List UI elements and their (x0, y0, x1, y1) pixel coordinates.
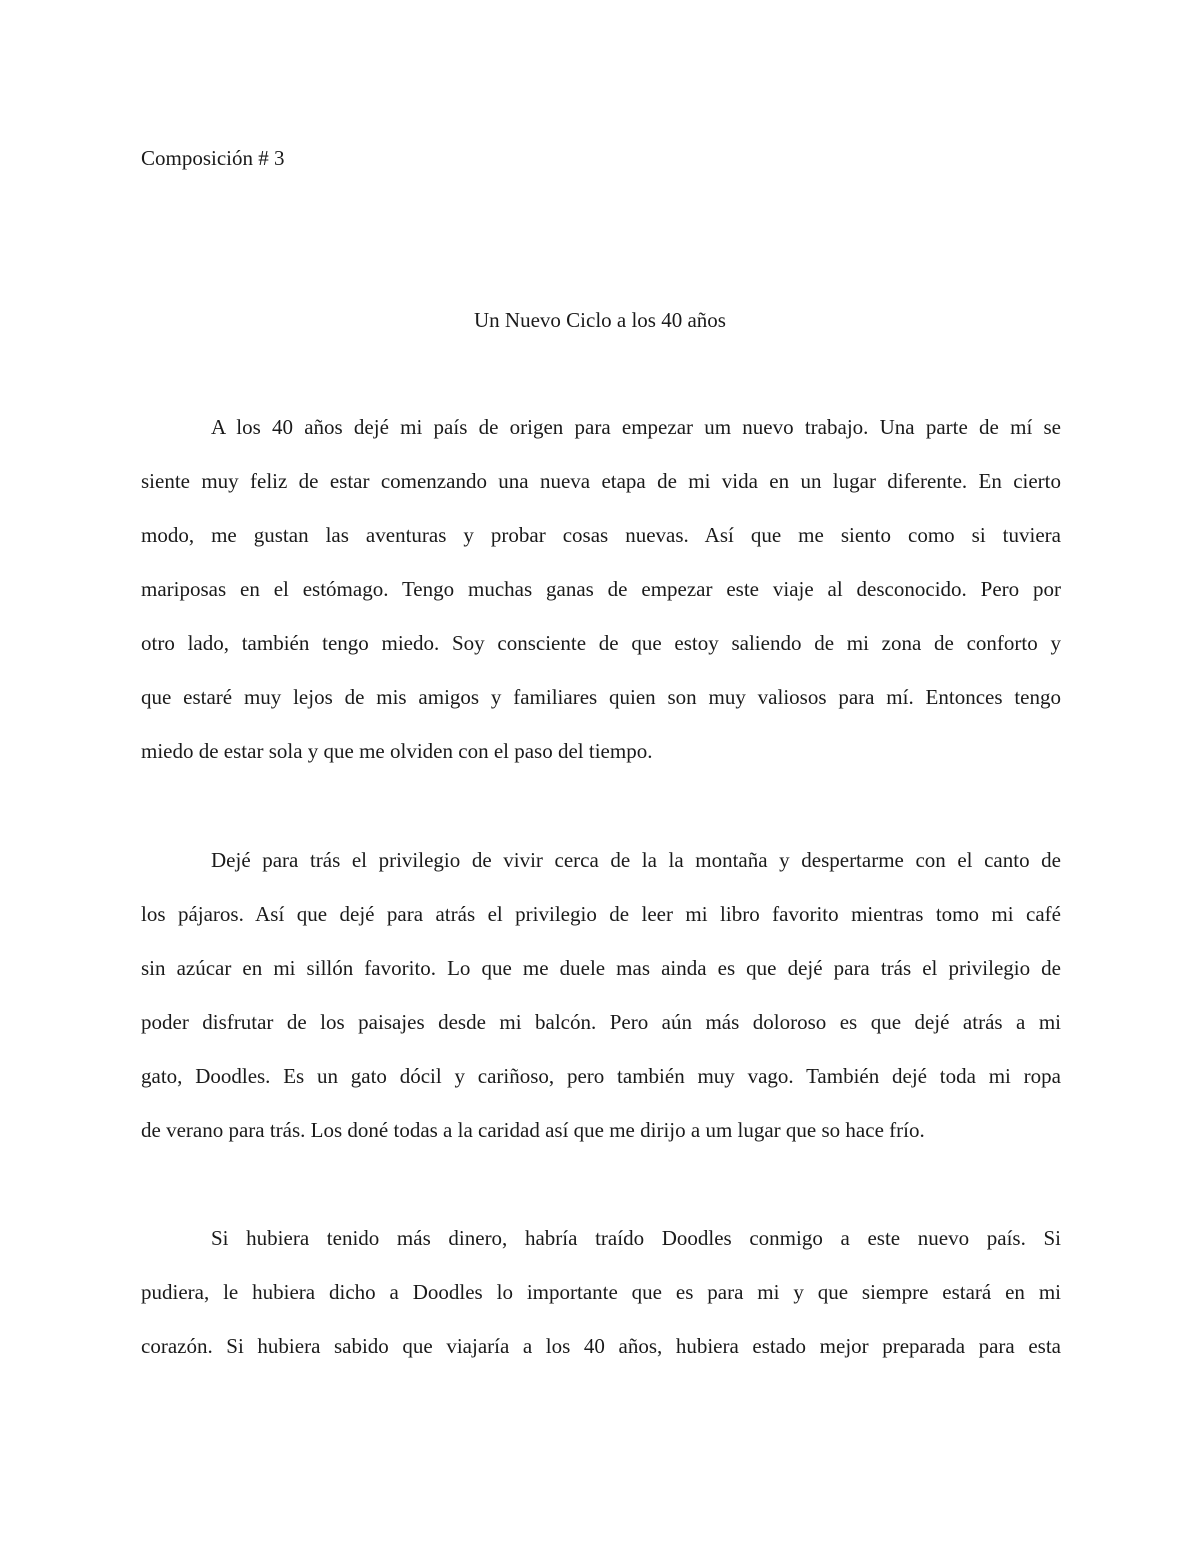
paragraph-line: sin azúcar en mi sillón favorito. Lo que me duele mas ainda es que dejé para trás el privilegio de (141, 956, 1061, 980)
paragraph-line: gato, Doodles. Es un gato dócil y cariñoso, pero también muy vago. También dejé toda mi ropa (141, 1064, 1061, 1088)
essay-title: Un Nuevo Ciclo a los 40 años (474, 308, 726, 332)
paragraph-line: pudiera, le hubiera dicho a Doodles lo importante que es para mi y que siempre estará en mi (141, 1280, 1061, 1304)
paragraph-line: otro lado, también tengo miedo. Soy consciente de que estoy saliendo de mi zona de conforto y (141, 631, 1061, 655)
paragraph-1 (141, 413, 1061, 791)
paragraph-line: de verano para trás. Los doné todas a la caridad así que me dirijo a um lugar que so hace frío. (141, 1118, 925, 1142)
paragraph-line: siente muy feliz de estar comenzando una nueva etapa de mi vida en un lugar diferente. En cierto (141, 469, 1061, 493)
paragraph-line: mariposas en el estómago. Tengo muchas ganas de empezar este viaje al desconocido. Pero por (141, 577, 1061, 601)
paragraph-line: Dejé para trás el privilegio de vivir cerca de la la montaña y despertarme con el canto de (211, 848, 1061, 872)
paragraph-line: corazón. Si hubiera sabido que viajaría a los 40 años, hubiera estado mejor preparada para esta (141, 1334, 1061, 1358)
paragraph-line: Si hubiera tenido más dinero, habría traído Doodles conmigo a este nuevo país. Si (211, 1226, 1061, 1250)
paragraph-3 (141, 1224, 1061, 1386)
paragraph-line: A los 40 años dejé mi país de origen para empezar um nuevo trabajo. Una parte de mí se (211, 415, 1061, 439)
paragraph-2 (141, 846, 1061, 1170)
paragraph-line: que estaré muy lejos de mis amigos y familiares quien son muy valiosos para mí. Entonces tengo (141, 685, 1061, 709)
composition-label: Composición # 3 (141, 146, 285, 170)
paragraph-line: modo, me gustan las aventuras y probar cosas nuevas. Así que me siento como si tuviera (141, 523, 1061, 547)
paragraph-line: los pájaros. Así que dejé para atrás el privilegio de leer mi libro favorito mientras tomo mi café (141, 902, 1061, 926)
paragraph-line: miedo de estar sola y que me olviden con el paso del tiempo. (141, 739, 653, 763)
paragraph-line: poder disfrutar de los paisajes desde mi balcón. Pero aún más doloroso es que dejé atrás a mi (141, 1010, 1061, 1034)
